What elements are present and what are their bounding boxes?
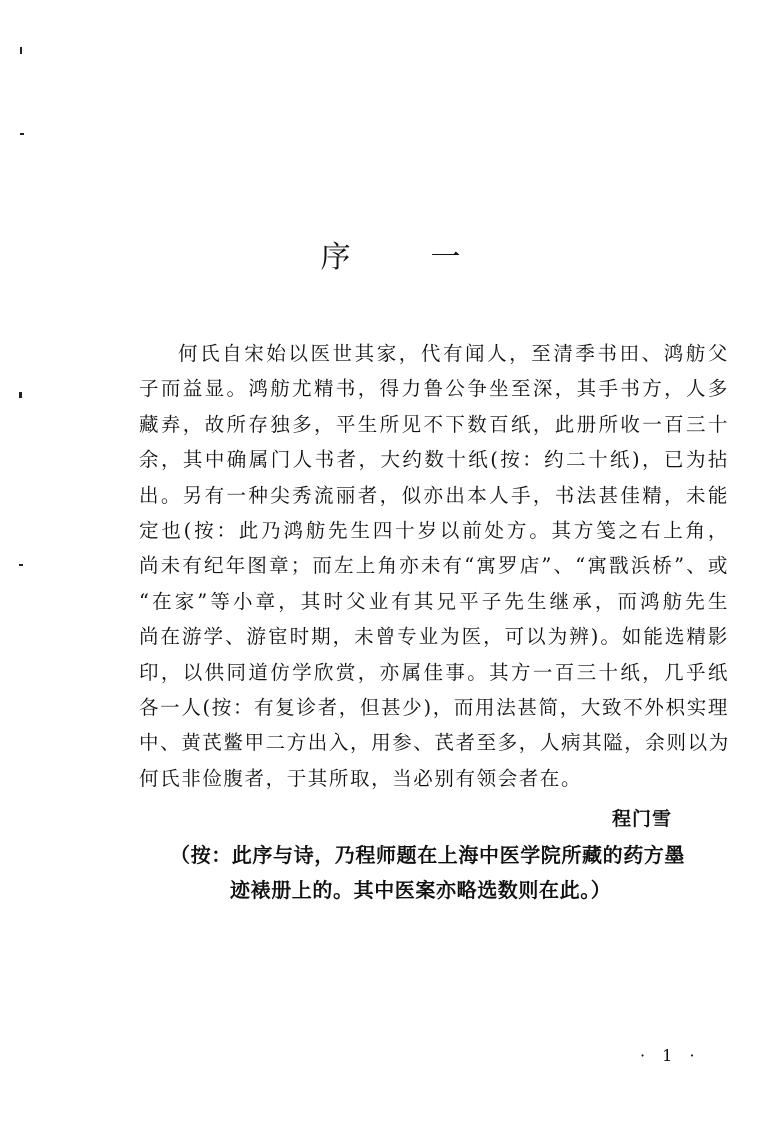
paragraph-line: 定也(按：此乃鸿舫先生四十岁以前处方。其方笺之右上角， [139, 519, 729, 543]
paragraph-line: 出。另有一种尖秀流丽者，似亦出本人手，书法甚佳精，未能 [139, 483, 729, 507]
paragraph-line: 尚未有纪年图章；而左上角亦未有“寓罗店”、“寓戬浜桥”、或 [139, 554, 729, 578]
preface-paragraph [139, 336, 729, 796]
paragraph-line: 子而益显。鸿舫尤精书，得力鲁公争坐至深，其手书方，人多 [139, 377, 729, 401]
scan-mark [19, 392, 22, 398]
paragraph-line: 尚在游学、游宦时期，未曾专业为医，可以为辨)。如能选精影 [139, 625, 729, 649]
title-char-one: 一 [430, 240, 461, 275]
note-line: （按：此序与诗，乃程师题在上海中医学院所藏的药方墨 [170, 843, 685, 867]
page-title [0, 232, 781, 276]
paragraph-line: “在家”等小章，其时父业有其兄平子先生继承，而鸿舫先生 [139, 589, 729, 613]
editor-note [170, 838, 730, 908]
paragraph-line: 藏弆，故所存独多，平生所见不下数百纸，此册所收一百三十 [139, 412, 729, 436]
paragraph-line: 何氏自宋始以医世其家，代有闻人，至清季书田、鸿舫父 [178, 342, 729, 365]
author-signature: 程门雪 [612, 808, 673, 830]
note-line: 迹裱册上的。其中医案亦略选数则在此。） [230, 878, 612, 902]
paragraph-line: 何氏非俭腹者，于其所取，当必别有领会者在。 [139, 766, 583, 790]
scan-mark [20, 133, 24, 135]
paragraph-line: 余，其中确属门人书者，大约数十纸(按：约二十纸)，已为拈 [139, 448, 729, 472]
scan-mark [19, 564, 23, 566]
paragraph-line: 印，以供同道仿学欣赏，亦属佳事。其方一百三十纸，几乎纸 [139, 660, 729, 684]
scan-mark [20, 47, 22, 54]
page-number: · 1 · [640, 1046, 701, 1065]
paragraph-line: 中、黄芪鳖甲二方出入，用参、芪者至多，人病其隘，余则以为 [139, 731, 730, 755]
paragraph-line: 各一人(按：有复诊者，但甚少)，而用法甚简，大致不外枳实理 [139, 696, 729, 720]
title-char-preface: 序 [320, 240, 351, 275]
